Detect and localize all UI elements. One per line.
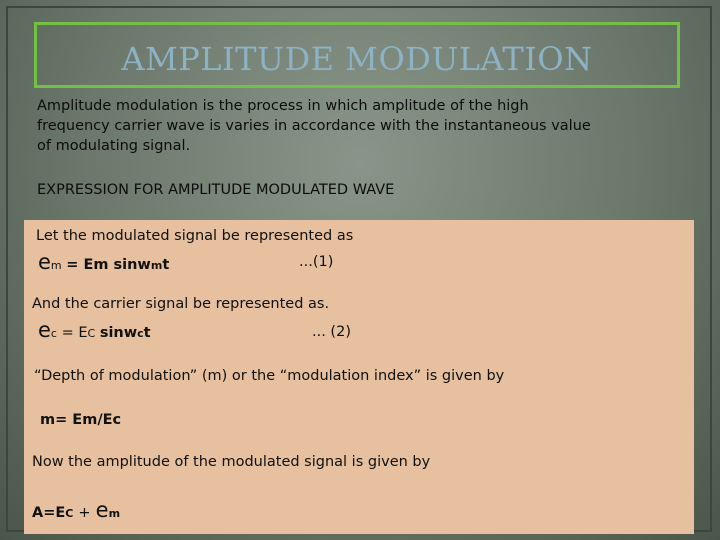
- amplitude-text: Now the amplitude of the modulated signal is given by: [32, 454, 431, 470]
- eq4-e: e: [95, 498, 109, 522]
- intro-paragraph: Amplitude modulation is the process in which amplitude of the high frequency carrier wave is varies in accordance with the instantaneous value of modulating signal.: [37, 98, 591, 154]
- eq1-e: e: [38, 250, 51, 274]
- eq4-lhs: A=E: [32, 505, 66, 521]
- eq1-w-sub: m: [150, 259, 163, 272]
- eq2-e-sub: c: [50, 327, 57, 340]
- modulation-index-text: “Depth of modulation” (m) or the “modulation index” is given by: [34, 368, 505, 384]
- eq4-lhs-sub: C: [65, 507, 74, 520]
- eq2-w-sub: c: [137, 327, 144, 340]
- modulating-signal-text: Let the modulated signal be represented as: [36, 228, 354, 244]
- eq2-t: t: [143, 325, 151, 341]
- carrier-signal-text: And the carrier signal be represented as.: [32, 296, 330, 312]
- section-heading: EXPRESSION FOR AMPLITUDE MODULATED WAVE: [37, 182, 395, 198]
- eq2-rhs-a: = E: [61, 325, 88, 341]
- carrier-signal-equation: [38, 318, 151, 342]
- equation-panel: [24, 220, 694, 534]
- eq2-e: e: [38, 318, 51, 342]
- eq4-plus: +: [78, 505, 91, 521]
- modulating-signal-equation: [38, 250, 169, 274]
- eq1-e-sub: m: [50, 259, 62, 272]
- eq2-E-sub: C: [87, 327, 96, 340]
- eq2-rhs-b: sinw: [99, 325, 138, 341]
- eq2-reference: ... (2): [312, 324, 351, 340]
- eq4-e-sub: m: [108, 507, 121, 520]
- slide-title: AMPLITUDE MODULATION: [121, 40, 593, 78]
- eq1-rhs: = Em sinw: [66, 257, 151, 273]
- modulation-index-equation: m= Em/Ec: [40, 412, 122, 428]
- title-box: [34, 22, 680, 88]
- eq1-reference: ...(1): [299, 254, 334, 270]
- eq1-t: t: [162, 257, 170, 273]
- amplitude-equation: [32, 498, 120, 522]
